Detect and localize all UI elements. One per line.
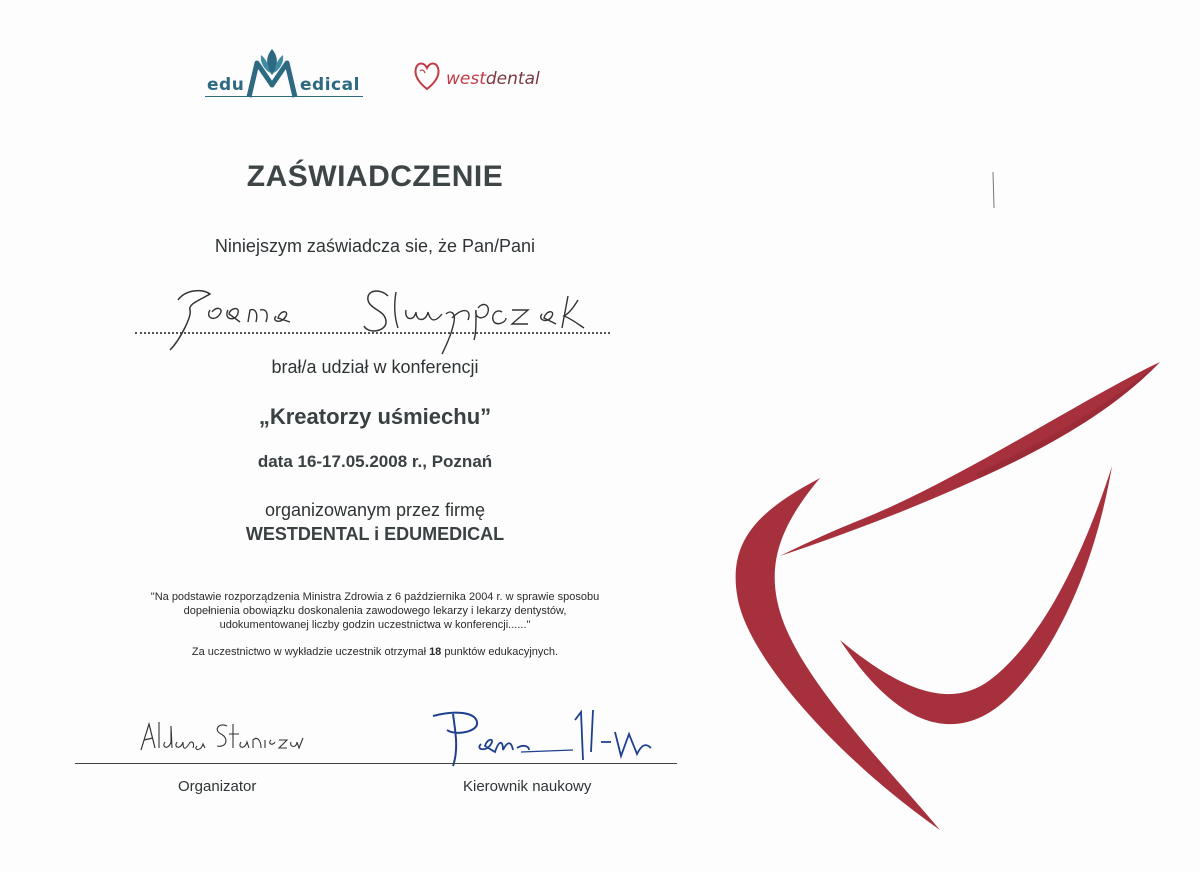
regulation-line: "Na podstawie rozporządzenia Ministra Zdrowia z 6 października 2004 r. w sprawie sposobu	[150, 591, 600, 603]
points-text	[120, 646, 630, 658]
points-text-before: Za uczestnictwo w wykładzie uczestnik otrzymał	[191, 646, 430, 658]
edumedical-underline	[205, 96, 363, 97]
participation-text: brał/a udział w konferencji	[271, 357, 479, 377]
regulation-line: dopełnienia obowiązku doskonalenia zawodowego lekarzy i lekarzy dentystów,	[183, 605, 567, 617]
scientific-head-signature	[425, 700, 670, 770]
points-value: 18	[429, 646, 442, 658]
logos-header	[200, 45, 560, 105]
westdental-logo	[412, 59, 557, 99]
scan-mark	[990, 170, 996, 210]
participant-name-handwriting	[150, 270, 620, 360]
organized-by-text: organizowanym przez firmę	[264, 500, 486, 520]
scientific-head-label: Kierownik naukowy	[463, 778, 592, 795]
conference-date: data 16-17.05.2008 r., Poznań	[257, 452, 493, 471]
intro-text: Niniejszym zaświadcza sie, że Pan/Pani	[214, 236, 536, 256]
organizers-names: WESTDENTAL i EDUMEDICAL	[245, 524, 505, 544]
edumedical-logo-text-left: edu	[207, 75, 245, 95]
conference-name: „Kreatorzy uśmiechu”	[258, 404, 492, 429]
regulation-text	[120, 590, 630, 632]
regulation-line: udokumentowanej liczby godzin uczestnictwa w konferencji......"	[219, 619, 531, 631]
edumedical-emblem-icon	[243, 45, 301, 99]
westdental-logo-text	[446, 69, 540, 89]
edumedical-logo-text-right: edical	[300, 75, 360, 95]
certificate-title: ZAŚWIADCZENIE	[246, 160, 504, 193]
decorative-swoosh	[720, 360, 1200, 840]
signature-line	[75, 763, 677, 764]
points-text-after: punktów edukacyjnych.	[441, 646, 559, 658]
organizer-signature	[135, 712, 315, 757]
edumedical-logo	[200, 45, 370, 101]
westdental-logo-text-dental: dental	[485, 69, 540, 89]
westdental-heart-icon	[412, 59, 442, 93]
organizer-label: Organizator	[178, 778, 257, 795]
westdental-logo-text-west: west	[446, 69, 486, 89]
